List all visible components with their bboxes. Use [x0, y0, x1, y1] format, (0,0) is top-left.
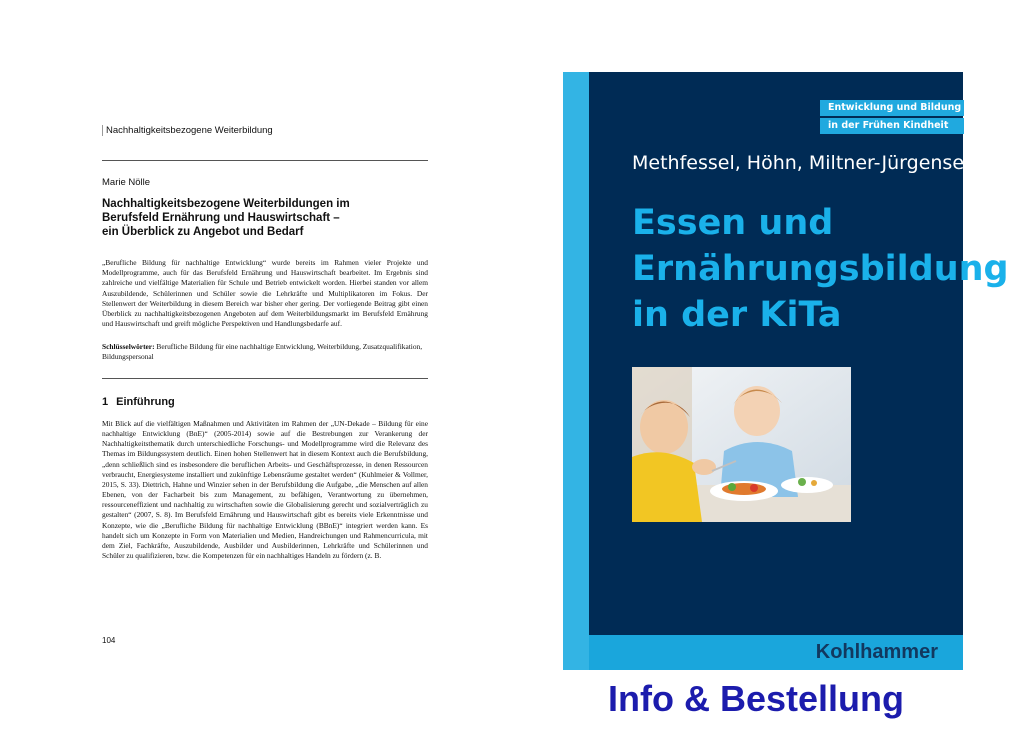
cover-title [632, 200, 1009, 338]
body-text: Mit Blick auf die vielfältigen Maßnahmen und Aktivitäten im Rahmen der „UN-Dekade – Bildung für eine nachhaltige Entwicklung (BnE)“ (2005-2014) sowie auf die Bestrebungen zur Verankerung der Nachhaltigkeitsthematik durch unterschiedliche Forschungs- und Modellprogramme wird die Relevanz des Themas im Bildungssystem deutlich. Einen hohen Stellenwert hat in diesem Kontext auch die Berufsbildung, „denn schließlich sind es insbesondere die beruflichen Arbeits- und Geschäftsprozesse, in denen Ressourcen verbraucht, Energiesysteme installiert und zukünftige Lebensräume gestaltet werden“ (Kuhlmeier & Vollmer, 2015, S. 33). Diettrich, Hahne und Winzier sehen in der Berufsbildung die Aufgabe, „die Menschen auf allen Ebenen, von der Facharbeit bis zum Management, zu befähigen, Verantwortung zu übernehmen, ressourceneffizient und nachhaltig zu wirtschaften sowie die Globalisierung gerecht und sozialverträglich zu gestalten“ (2007, S. 8). Im Berufsfeld Ernährung und Hauswirtschaft gibt es bereits viele Erkenntnisse und Konzepte, wie die „Berufliche Bildung für nachhaltige Entwicklung (BBnE)“ integriert werden kann. Es handelt sich um Konzepte in Form von Materialien und Medien, Handreichungen und Rahmencurricula, mit dem Ziel, Fachkräfte, Auszubildende, Ausbilder und Ausbilderinnen, Lehrkräfte und Schülerinnen und Schüler zu qualifizieren, bzw. die Kompetenzen für ein nachhaltiges Handeln zu fördern (z. B. [102, 419, 428, 561]
section-heading [102, 396, 175, 408]
cover-title-line: in der KiTa [632, 295, 842, 335]
section-number: 1 [102, 396, 109, 408]
cover-title-line: Essen und [632, 203, 834, 243]
keywords-label: Schlüsselwörter: [102, 342, 155, 351]
series-line: Entwicklung und Bildung [820, 100, 964, 116]
cover-authors: Methfessel, Höhn, Miltner-Jürgensen [632, 152, 977, 174]
divider [102, 378, 428, 379]
cover-title-line: Ernährungsbildung [632, 249, 1009, 289]
keywords [102, 342, 428, 362]
children-eating-photo [632, 367, 851, 522]
running-head: Nachhaltigkeitsbezogene Weiterbildung [102, 125, 273, 136]
divider [102, 160, 428, 161]
series-label [820, 100, 964, 136]
cover-spine [563, 72, 589, 670]
keywords-text: Berufliche Bildung für eine nachhaltige Entwicklung, Weiterbildung, Zusatzqualifikation, Bildungspersonal [102, 342, 423, 362]
photo-illustration [632, 367, 851, 522]
article-title-line: ein Überblick zu Angebot und Bedarf [102, 226, 304, 238]
publisher-logo: Kohlhammer [815, 641, 938, 663]
order-info-link[interactable]: Info & Bestellung [608, 678, 904, 719]
page-number: 104 [102, 636, 116, 645]
article-title [102, 197, 412, 239]
abstract: „Berufliche Bildung für nachhaltige Entwicklung“ wurde bereits im Rahmen vieler Projekte und Modellprogramme, auch für das Berufsfeld Ernährung und Hauswirtschaft bearbeitet. Im Ergebnis sind zahlreiche und vielfältige Materialien für Schule und Betrieb entwickelt worden. Hierbei standen vor allem Auszubildende, Schülerinnen und Schüler sowie die Lehrkräfte und Multiplikatoren im Fokus. Der Stellenwert der Weiterbildung in diesem Bereich war bisher eher gering. Der vorliegende Beitrag gibt einen Überblick zu nachhaltigkeitsbezogenen Angeboten auf dem Weiterbildungsmarkt im Berufsfeld Ernährung und Hauswirtschaft und greift mögliche Perspektiven und Handlungsbedarfe auf. [102, 258, 428, 329]
book-cover[interactable] [563, 72, 1009, 670]
series-line: in der Frühen Kindheit [820, 118, 964, 134]
article-title-line: Nachhaltigkeitsbezogene Weiterbildungen im [102, 198, 350, 210]
article-author: Marie Nölle [102, 177, 151, 188]
section-title: Einführung [116, 396, 175, 408]
cover-panel [589, 72, 1009, 635]
article-title-line: Berufsfeld Ernährung und Hauswirtschaft – [102, 212, 340, 224]
